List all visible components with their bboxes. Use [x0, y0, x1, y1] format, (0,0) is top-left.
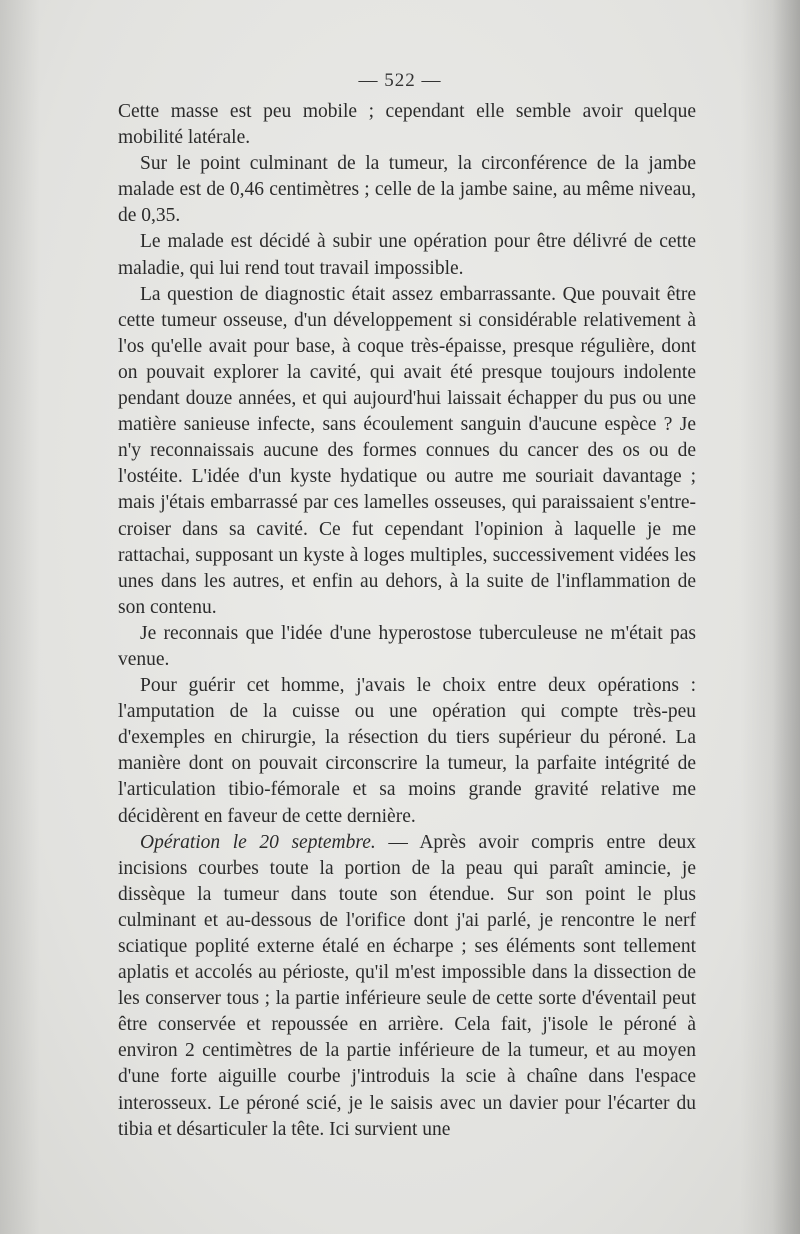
page-number: — 522 — — [358, 70, 442, 91]
paragraph-1: Cette masse est peu mobile ; cependant elle semble avoir quelque mobilité latérale. — [118, 101, 696, 149]
paragraph-4: La question de diagnostic était assez embarrassante. Que pouvait être cette tumeur osseuse, d'un développement si considérable relativement à l'os qu'elle avait pour base, à coque très-épaisse, presque régulière, dont on pouvait explorer la cavité, qui avait été presque toujours indolente pendant douze années, et qui aujourd'hui laissait échapper du pus ou une matière sanieuse infecte, sans écoulement sanguin d'aucune espèce ? Je n'y reconnaissais aucune des formes connues du cancer des os ou de l'ostéite. L'idée d'un kyste hydatique ou autre me souriait davantage ; mais j'étais embarrassé par ces lamelles osseuses, qui paraissaient s'entre-croiser dans sa cavité. Ce fut cependant l'opinion à laquelle je me rattachai, supposant un kyste à loges multiples, successivement vidées les unes dans les autres, et enfin au dehors, à la suite de l'inflammation de son contenu. — [118, 283, 696, 618]
paragraph-3: Le malade est décidé à subir une opération pour être délivré de cette maladie, qui lui rend tout travail impossible. — [118, 231, 696, 279]
paragraph-2: Sur le point culminant de la tumeur, la circonférence de la jambe malade est de 0,46 centimètres ; celle de la jambe saine, au même niveau, de 0,35. — [118, 153, 696, 227]
body-text — [118, 99, 696, 1143]
operation-heading: Opération le 20 septembre. — [140, 831, 376, 853]
paragraph-operation — [118, 830, 696, 1143]
paragraph-5: Je reconnais que l'idée d'une hyperostose tuberculeuse ne m'était pas venue. — [118, 622, 696, 670]
paragraph-6: Pour guérir cet homme, j'avais le choix entre deux opérations : l'amputation de la cuisse ou une opération qui compte très-peu d'exemples en chirurgie, la résection du tiers supérieur du péroné. La manière dont on pouvait circonscrire la tumeur, la parfaite intégrité de l'articulation tibio-fémorale et sa moins grande gravité relative me décidèrent en faveur de cette dernière. — [118, 675, 696, 827]
page-edge-shadow — [772, 0, 800, 1234]
operation-text: — Après avoir compris entre deux incisions courbes toute la portion de la peau qui paraît amincie, je dissèque la tumeur dans toute son étendue. Sur son point le plus culminant et au-dessous de l'orifice dont j'ai parlé, je rencontre le nerf sciatique poplité externe étalé en écharpe ; ses éléments sont tellement aplatis et accolés au périoste, qu'il m'est impossible dans la dissection de les conserver tous ; la partie inférieure seule de cette sorte d'éventail peut être conservée et repoussée en arrière. Cela fait, j'isole le péroné à environ 2 centimètres de la partie inférieure de la tumeur, et au moyen d'une forte aiguille courbe j'introduis la scie à chaîne dans l'espace interosseux. Le péroné scié, je le saisis avec un davier pour l'écarter du tibia et désarticuler la tête. Ici survient une — [118, 831, 696, 1140]
